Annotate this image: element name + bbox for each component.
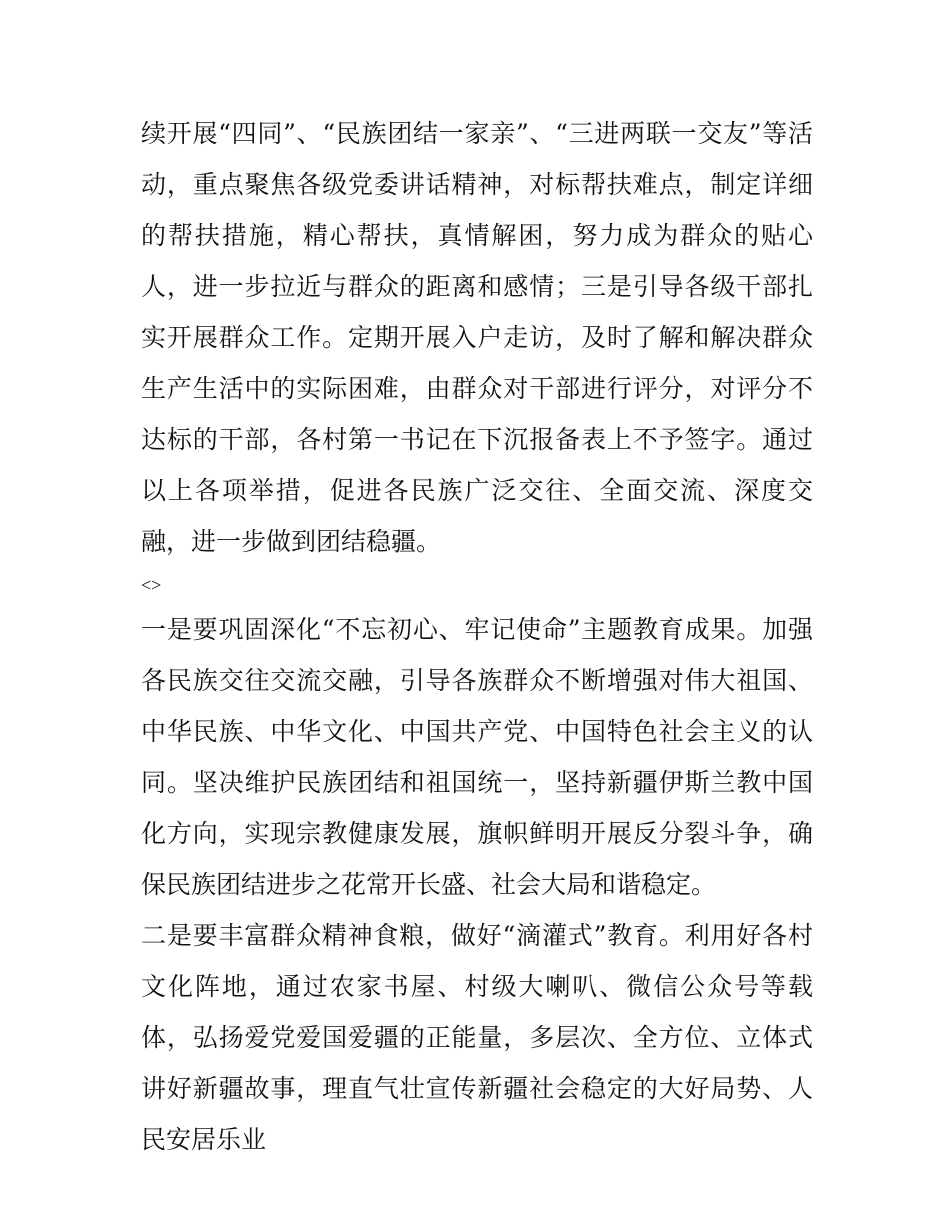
- paragraph-activities-and-measures: 续开展“四同”、“民族团结一家亲”、“三进两联一交友”等活动，重点聚焦各级党委讲话精神，对标帮扶难点，制定详细的帮扶措施，精心帮扶，真情解困，努力成为群众的贴心人，进一步拉近与群众的距离和感情；三是引导各级干部扎实开展群众工作。定期开展入户走访，及时了解和解决群众生产生活中的实际困难，由群众对干部进行评分，对评分不达标的干部，各村第一书记在下沉报备表上不予签字。通过以上各项举措，促进各民族广泛交往、全面交流、深度交融，进一步做到团结稳疆。: [141, 119, 813, 556]
- angle-bracket-marker: <>: [141, 575, 162, 595]
- document-body: [141, 108, 813, 1165]
- paragraph-enrich-spiritual-life: 二是要丰富群众精神食粮，做好“滴灌式”教育。利用好各村文化阵地，通过农家书屋、村级大喇叭、微信公众号等载体，弘扬爱党爱国爱疆的正能量，多层次、全方位、立体式讲好新疆故事，理直气壮宣传新疆社会稳定的大好局势、人民安居乐业: [141, 921, 813, 1154]
- paragraph-consolidate-education: 一是要巩固深化“不忘初心、牢记使命”主题教育成果。加强各民族交往交流交融，引导各族群众不断增强对伟大祖国、中华民族、中华文化、中国共产党、中国特色社会主义的认同。坚决维护民族团结和祖国统一，坚持新疆伊斯兰教中国化方向，实现宗教健康发展，旗帜鲜明开展反分裂斗争，确保民族团结进步之花常开长盛、社会大局和谐稳定。: [141, 615, 813, 899]
